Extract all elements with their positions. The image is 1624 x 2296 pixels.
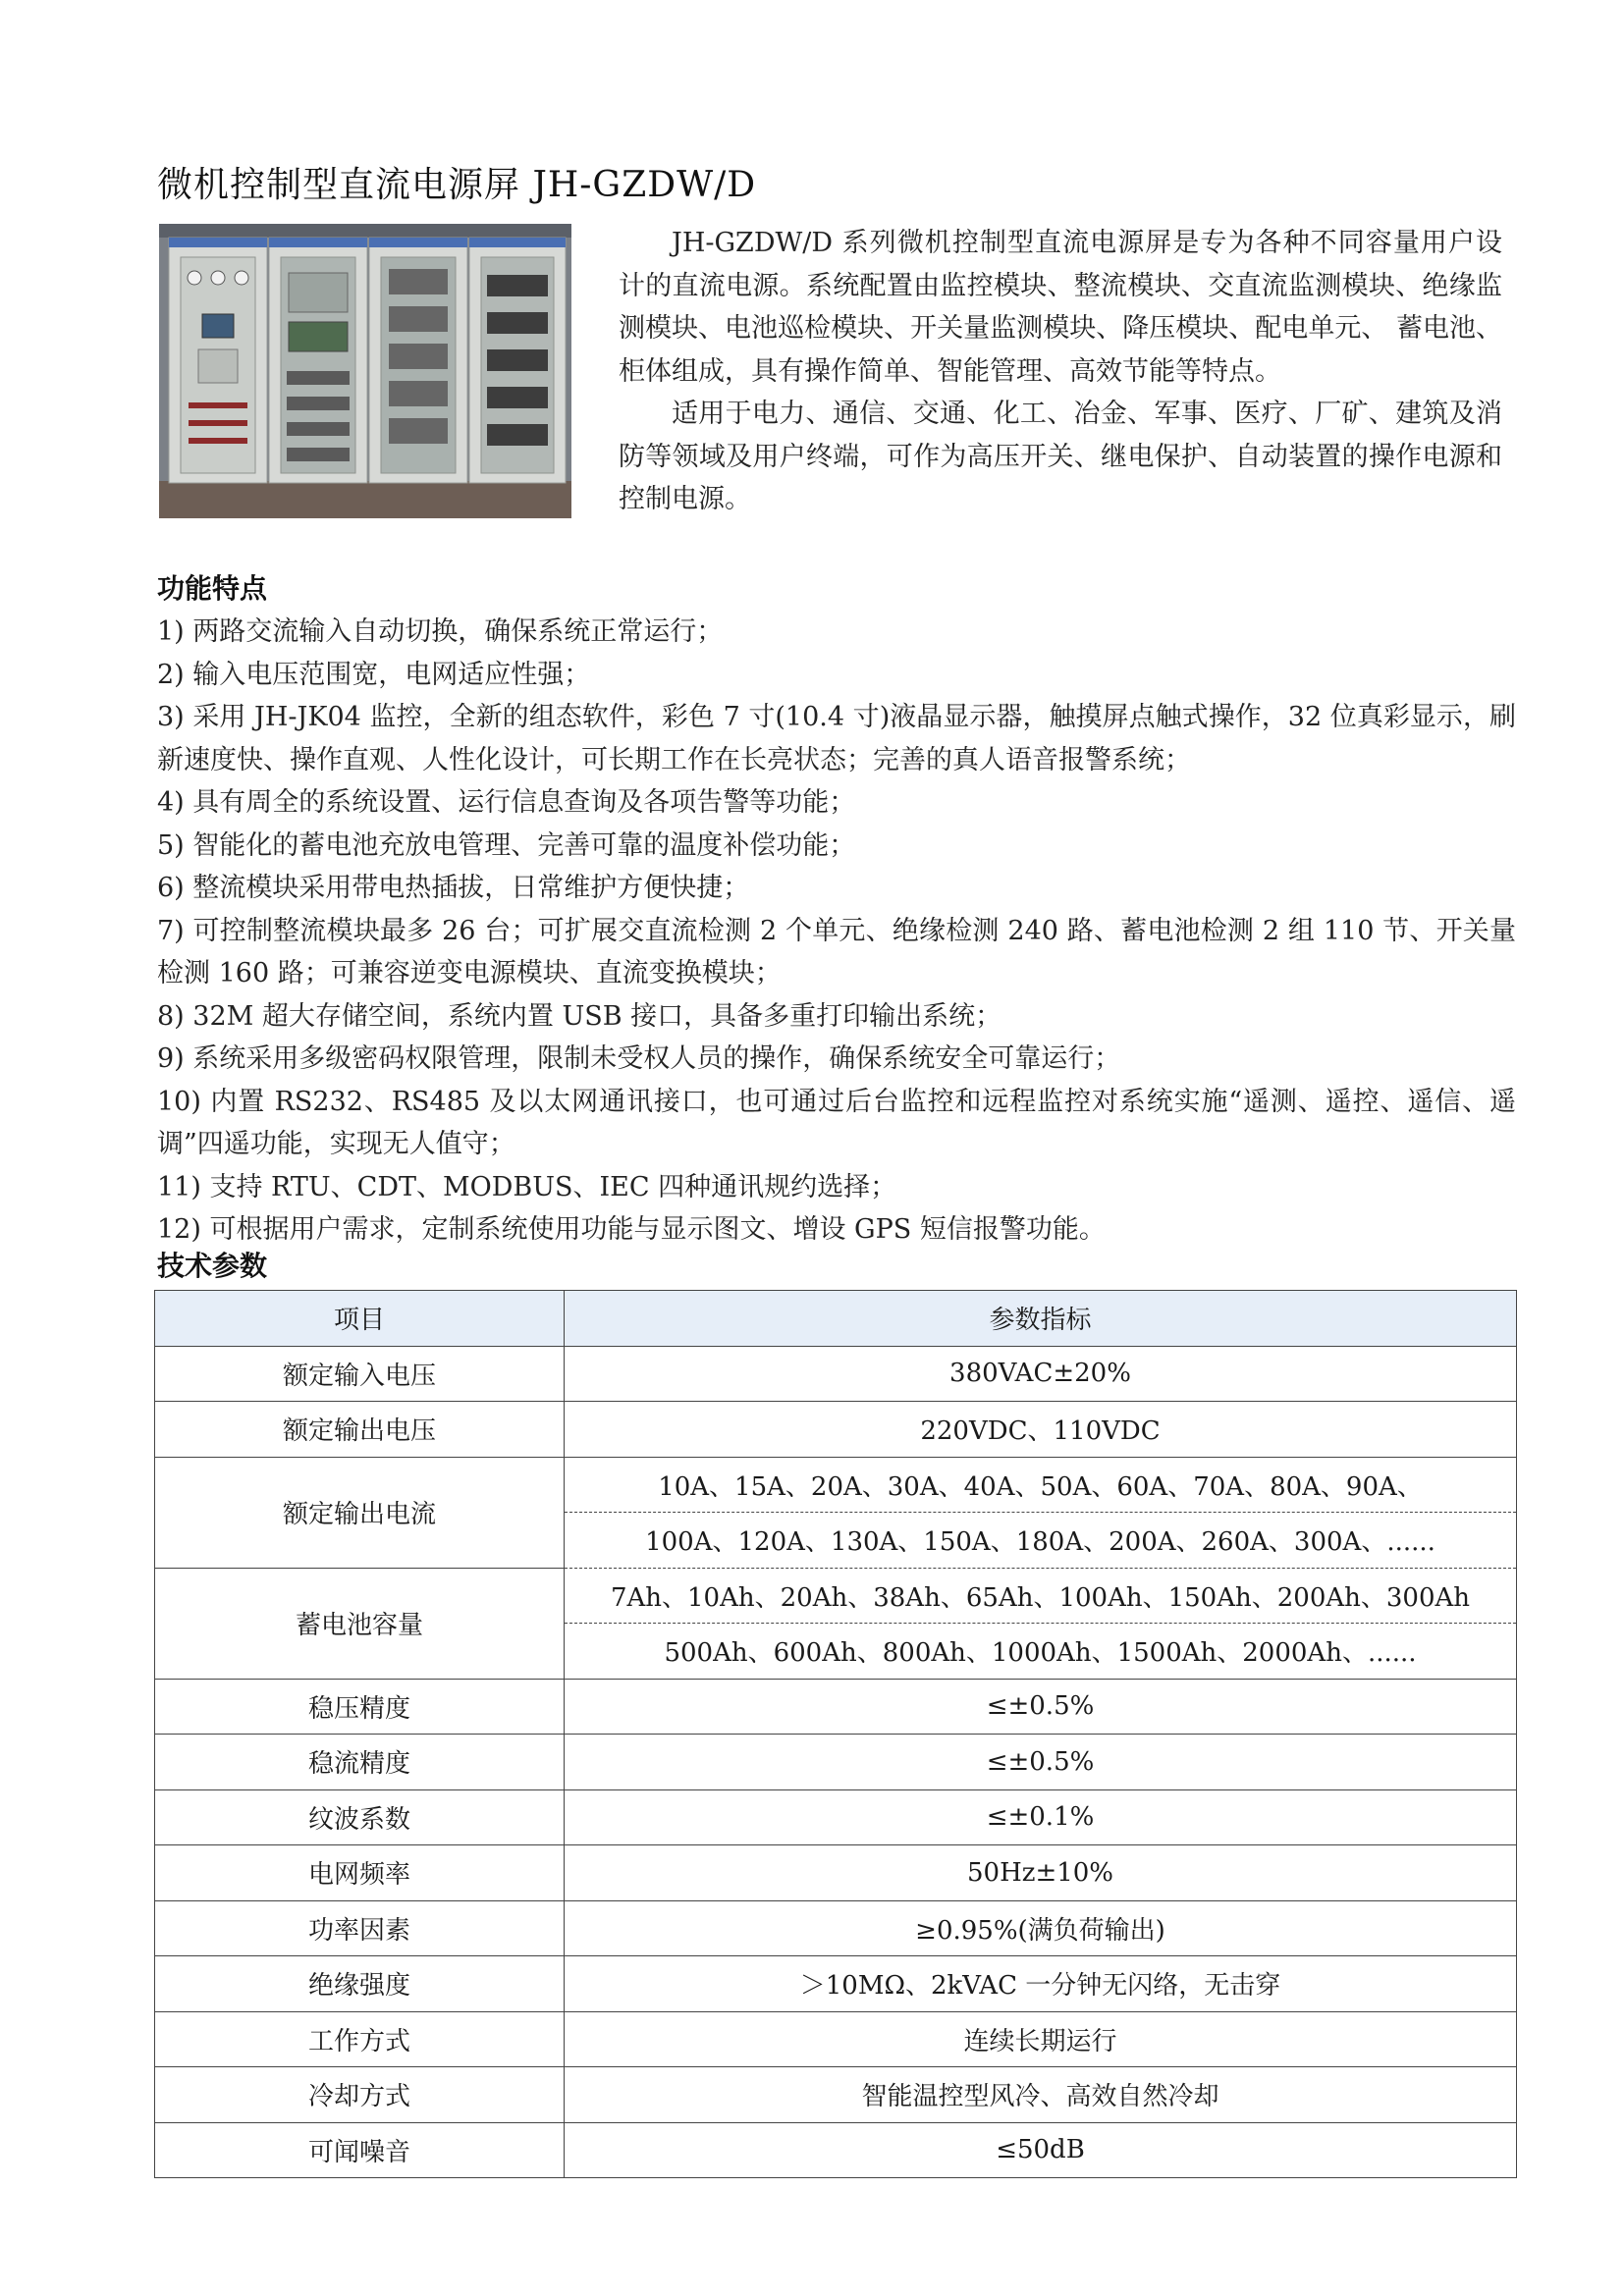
spec-name: 功率因素: [155, 1900, 565, 1956]
spec-table-body: [155, 1346, 1517, 2178]
spec-value: 智能温控型风冷、高效自然冷却: [565, 2067, 1517, 2123]
spec-name: 电网频率: [155, 1845, 565, 1901]
specs-heading: 技术参数: [157, 1250, 268, 1282]
features-heading: 功能特点: [157, 572, 268, 605]
spec-name: 额定输出电压: [155, 1402, 565, 1458]
table-row: [155, 1679, 1517, 1735]
spec-value: ≤±0.5%: [565, 1735, 1517, 1790]
table-row: [155, 1568, 1517, 1624]
table-row: [155, 1956, 1517, 2012]
feature-item: 3) 采用 JH-JK04 监控，全新的组态软件，彩色 7 寸(10.4 寸)液晶显示器，触摸屏点触式操作，32 位真彩显示，刷新速度快、操作直观、人性化设计，可长期工作在长亮状态；完善的真人语音报警系统；: [157, 702, 1516, 775]
spec-value: 10A、15A、20A、30A、40A、50A、60A、70A、80A、90A、: [565, 1457, 1517, 1513]
table-row: [155, 1457, 1517, 1513]
table-row: [155, 1402, 1517, 1458]
table-row: [155, 1735, 1517, 1790]
spec-value: ≤50dB: [565, 2122, 1517, 2178]
spec-name: 冷却方式: [155, 2067, 565, 2123]
spec-value: 500Ah、600Ah、800Ah、1000Ah、1500Ah、2000Ah、......: [565, 1624, 1517, 1680]
spec-value: ＞10MΩ、2kVAC 一分钟无闪络，无击穿: [565, 1956, 1517, 2012]
feature-item: 4) 具有周全的系统设置、运行信息查询及各项告警等功能；: [157, 787, 856, 818]
feature-item: 8) 32M 超大存储空间，系统内置 USB 接口，具备多重打印输出系统；: [157, 1000, 1002, 1032]
spec-name: 纹波系数: [155, 1789, 565, 1845]
spec-name: 额定输入电压: [155, 1346, 565, 1402]
feature-item: 11) 支持 RTU、CDT、MODBUS、IEC 四种通讯规约选择；: [157, 1171, 897, 1202]
spec-value: ≤±0.1%: [565, 1789, 1517, 1845]
spec-value: 50Hz±10%: [565, 1845, 1517, 1901]
table-row: [155, 1346, 1517, 1402]
spec-value: 7Ah、10Ah、20Ah、38Ah、65Ah、100Ah、150Ah、200Ah、300Ah: [565, 1568, 1517, 1624]
table-row: [155, 1845, 1517, 1901]
feature-list: [157, 611, 1516, 1252]
table-row: [155, 2067, 1517, 2123]
feature-item: 7) 可控制整流模块最多 26 台；可扩展交直流检测 2 个单元、绝缘检测 240 路、蓄电池检测 2 组 110 节、开关量检测 160 路；可兼容逆变电源模块、直流变换模块；: [157, 915, 1516, 988]
product-photo: [159, 224, 571, 518]
feature-item: 6) 整流模块采用带电热插拔，日常维护方便快捷；: [157, 873, 750, 903]
feature-item: 1) 两路交流输入自动切换，确保系统正常运行；: [157, 616, 724, 647]
spec-value: ≥0.95%(满负荷输出): [565, 1900, 1517, 1956]
spec-name: 可闻噪音: [155, 2122, 565, 2178]
spec-name: 蓄电池容量: [155, 1568, 565, 1679]
feature-item: 5) 智能化的蓄电池充放电管理、完善可靠的温度补偿功能；: [157, 829, 856, 861]
column-header-item: 项目: [155, 1291, 565, 1347]
feature-item: 10) 内置 RS232、RS485 及以太网通讯接口，也可通过后台监控和远程监控对系统实施“遥测、遥控、遥信、遥 调”四遥功能，实现无人值守；: [157, 1086, 1516, 1159]
spec-table: [154, 1290, 1517, 2178]
intro-paragraph: JH-GZDW/D 系列微机控制型直流电源屏是专为各种不同容量用户设计的直流电源。系统配置由监控模块、整流模块、交直流监测模块、绝缘监测模块、电池巡检模块、开关量监测模块、降压模块、配电单元、 蓄电池、柜体组成，具有操作简单、智能管理、高效节能等特点。: [619, 228, 1502, 387]
intro-text: [619, 222, 1502, 521]
intro-paragraph: 适用于电力、通信、交通、化工、冶金、军事、医疗、厂矿、建筑及消防等领域及用户终端，可作为高压开关、继电保护、自动装置的操作电源和控制电源。: [619, 399, 1502, 514]
spec-value: 100A、120A、130A、150A、180A、200A、260A、300A、......: [565, 1513, 1517, 1569]
page-title: 微机控制型直流电源屏 JH-GZDW/D: [157, 165, 757, 205]
spec-value: ≤±0.5%: [565, 1679, 1517, 1735]
spec-name: 稳流精度: [155, 1735, 565, 1790]
column-header-value: 参数指标: [565, 1291, 1517, 1347]
table-row: [155, 1900, 1517, 1956]
feature-item: 12) 可根据用户需求，定制系统使用功能与显示图文、增设 GPS 短信报警功能。: [157, 1214, 1106, 1245]
table-row: [155, 1789, 1517, 1845]
spec-name: 额定输出电流: [155, 1457, 565, 1568]
spec-value: 380VAC±20%: [565, 1346, 1517, 1402]
spec-value: 220VDC、110VDC: [565, 1402, 1517, 1458]
feature-item: 2) 输入电压范围宽，电网适应性强；: [157, 659, 591, 690]
table-row: [155, 2122, 1517, 2178]
feature-item: 9) 系统采用多级密码权限管理，限制未受权人员的操作，确保系统安全可靠运行；: [157, 1043, 1121, 1074]
table-row: [155, 2011, 1517, 2067]
table-header-row: [155, 1291, 1517, 1347]
spec-name: 稳压精度: [155, 1679, 565, 1735]
spec-name: 工作方式: [155, 2011, 565, 2067]
spec-name: 绝缘强度: [155, 1956, 565, 2012]
spec-value: 连续长期运行: [565, 2011, 1517, 2067]
